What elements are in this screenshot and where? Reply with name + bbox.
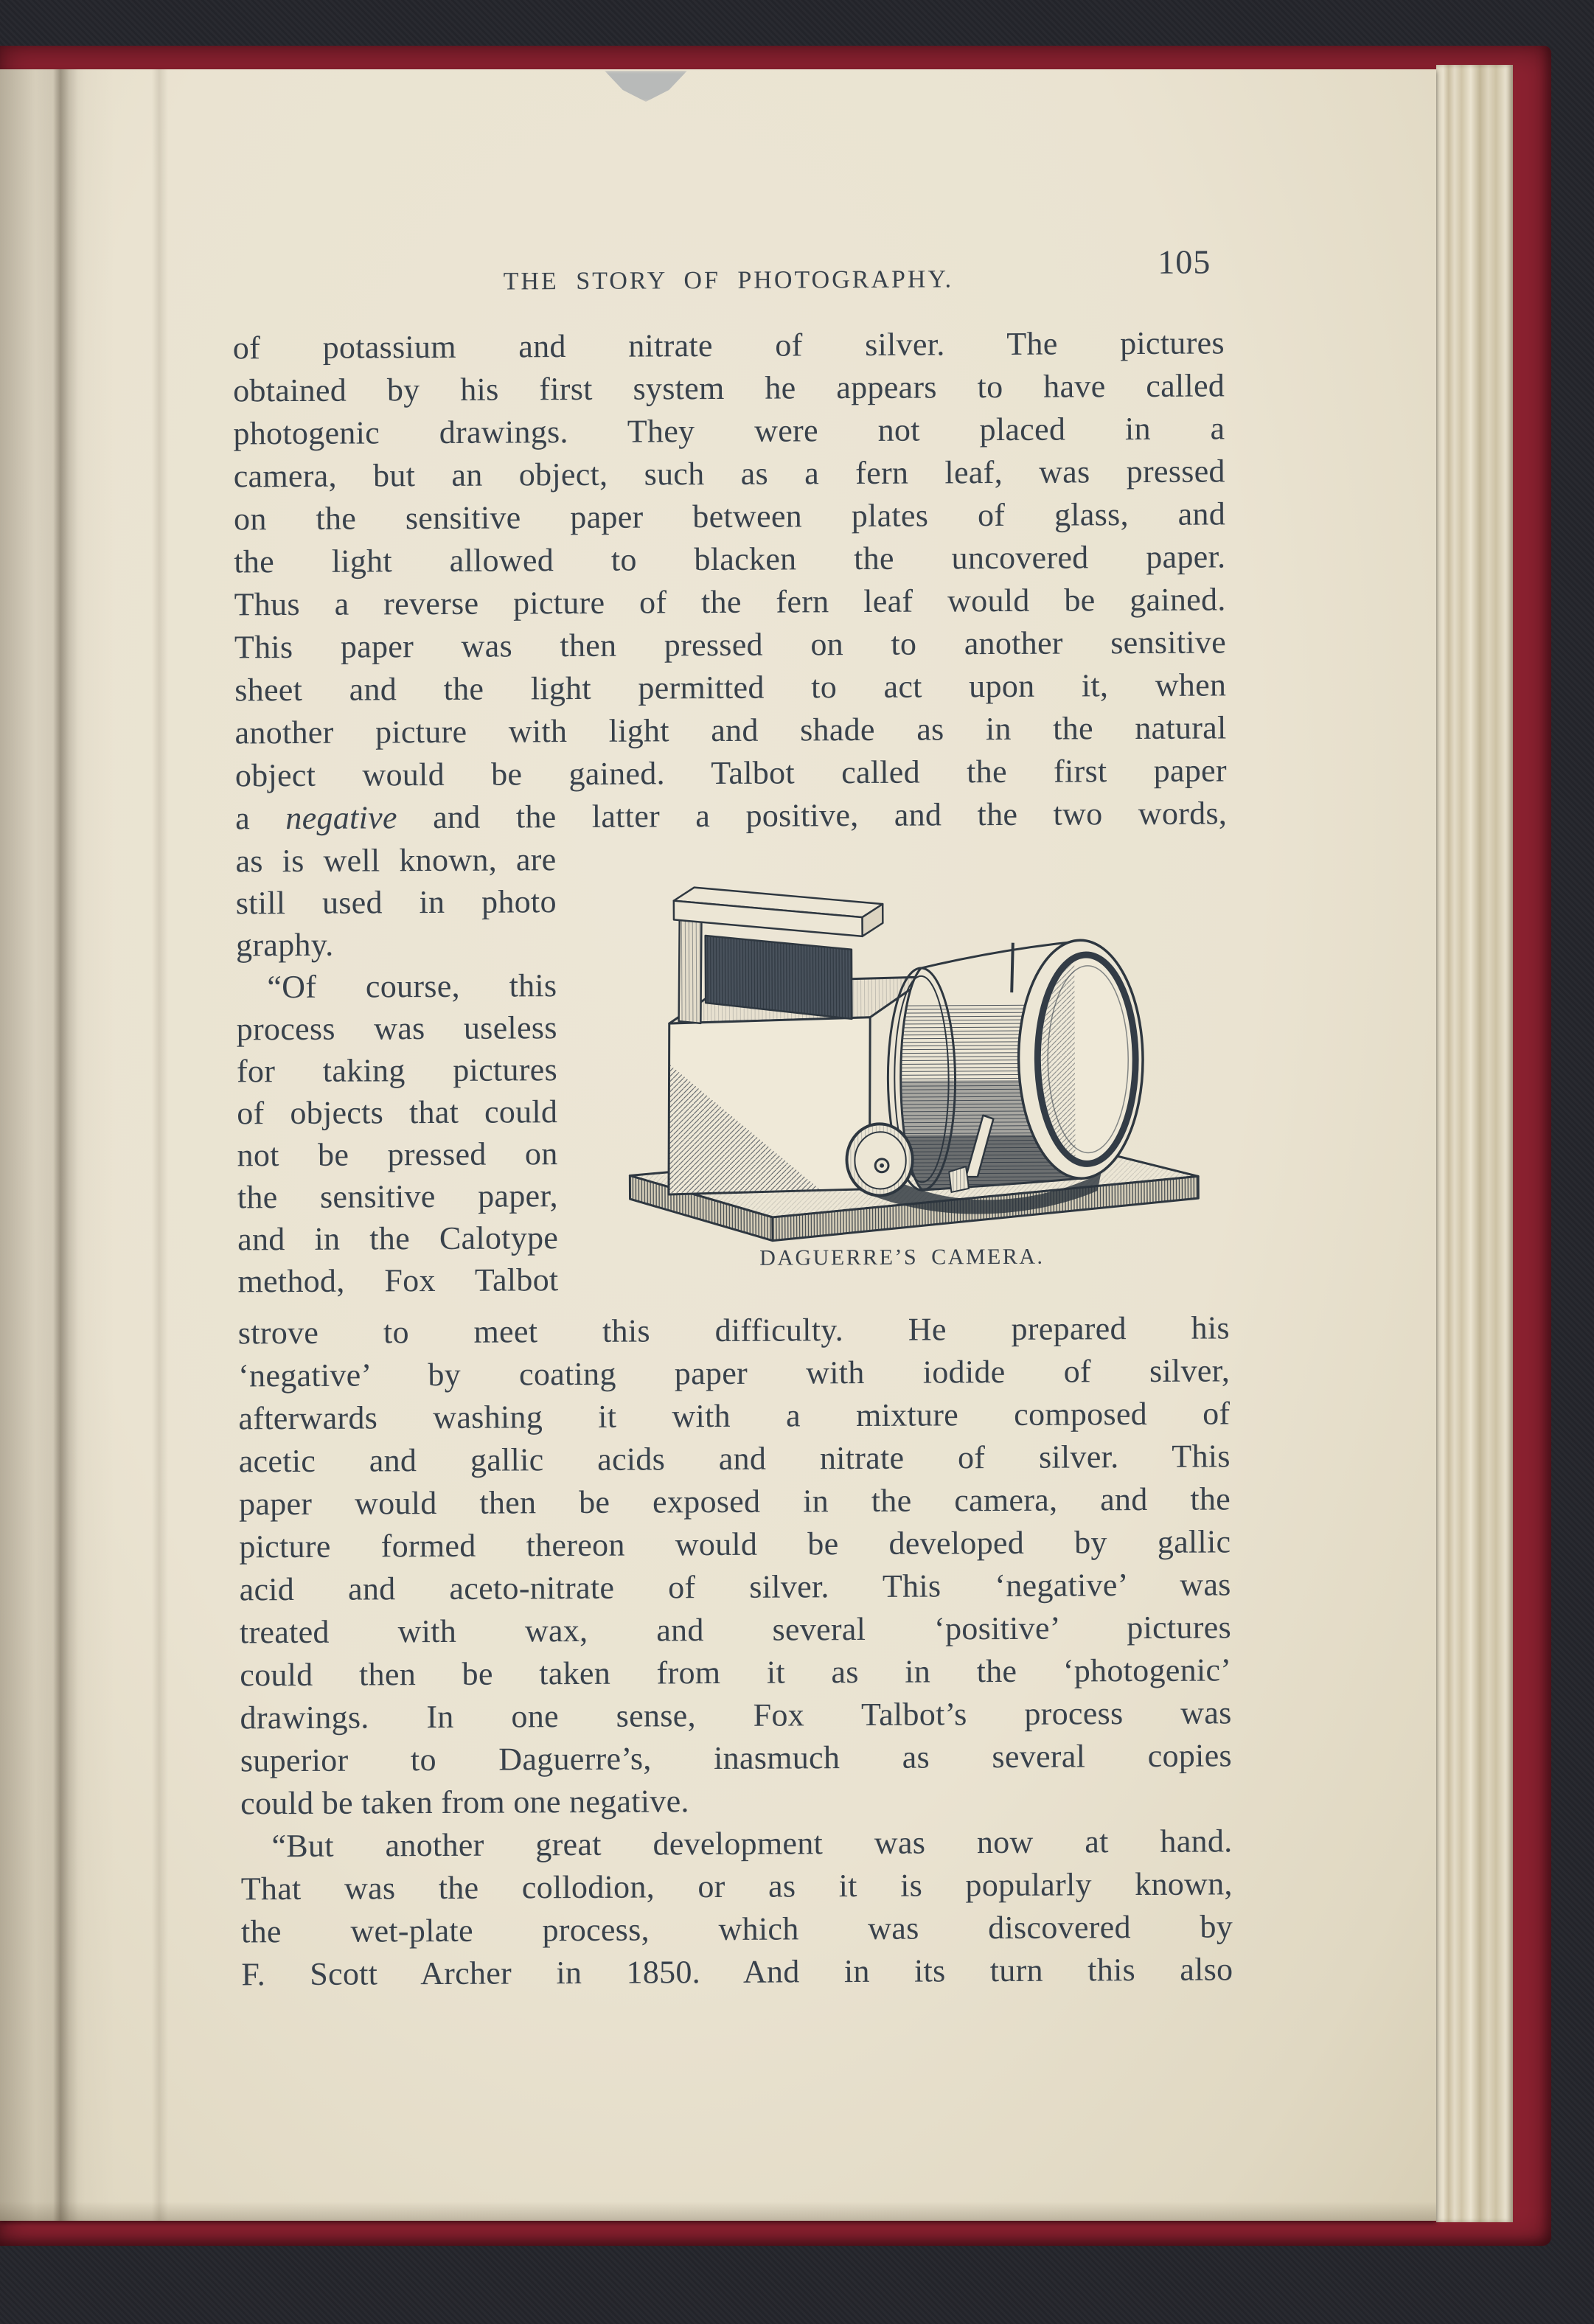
text-line: Thus a reverse picture of the fern leaf would be gained.	[234, 581, 1226, 623]
text-line: could then be taken from it as in the ‘photogenic’	[240, 1652, 1232, 1694]
text-line: object would be gained. Talbot called the first paper	[234, 752, 1228, 794]
figure-row	[235, 835, 1229, 1312]
figure-caption: DAGUERRE’S CAMERA.	[759, 1244, 1045, 1270]
text-line: drawings. In one sense, Fox Talbot’s process was	[240, 1694, 1232, 1736]
text-line: superior to Daguerre’s, inasmuch as several copies	[240, 1737, 1233, 1779]
text-line: a negative and the latter a positive, and the two words,	[235, 795, 1228, 837]
left-column	[235, 838, 558, 1302]
paragraph-top	[233, 321, 1228, 840]
text-line: method, Fox Talbot	[237, 1262, 559, 1300]
text-line: That was the collodion, or as it is popularly known,	[240, 1865, 1233, 1907]
text-line: camera, but an object, such as a fern leaf, was pressed	[233, 453, 1225, 495]
text-line: picture formed thereon would be developed by gallic	[239, 1523, 1231, 1565]
text-line: acetic and gallic acids and nitrate of silver. This	[238, 1438, 1231, 1480]
text-line: the wet-plate process, which was discovered by	[240, 1908, 1233, 1950]
text-line: photogenic drawings. They were not placed in a	[233, 410, 1225, 452]
text-block	[233, 321, 1233, 1996]
text-line: not be pressed on	[237, 1135, 558, 1174]
text-line: acid and aceto-nitrate of silver. This ‘negative’ was	[239, 1566, 1231, 1608]
text-line: This paper was then pressed on to another sensitive	[234, 624, 1227, 666]
book-page	[0, 69, 1436, 2221]
text-line: process was useless	[236, 1009, 557, 1048]
daguerre-camera-illustration	[618, 846, 1210, 1243]
page-number: 105	[1158, 243, 1211, 281]
text-line: ‘negative’ by coating paper with iodide of silver,	[238, 1352, 1231, 1394]
text-line: another picture with light and shade as in the natural	[234, 709, 1227, 751]
paragraph-bottom	[238, 1307, 1233, 1996]
page-edges	[1436, 65, 1513, 2222]
text-line: graphy.	[235, 926, 334, 964]
page-header	[232, 243, 1224, 309]
text-line: obtained by his first system he appears to have called	[233, 367, 1225, 409]
text-line: “But another great development was now at hand.	[271, 1823, 1233, 1865]
page-sheet	[0, 66, 1443, 2224]
text-line: the light allowed to blacken the uncovered paper.	[234, 538, 1226, 580]
text-line: as is well known, are	[235, 841, 557, 880]
text-line: still used in photo	[235, 883, 557, 922]
text-line: “Of course, this	[267, 967, 557, 1006]
text-line: and in the Calotype	[237, 1220, 559, 1258]
running-title: THE STORY OF PHOTOGRAPHY.	[503, 265, 954, 296]
text-line: strove to meet this difficulty. He prepared his	[237, 1309, 1230, 1351]
text-line: could be taken from one negative.	[240, 1783, 689, 1822]
text-line: of potassium and nitrate of silver. The pictures	[232, 324, 1225, 366]
text-line: paper would then be exposed in the camera, and the	[238, 1481, 1231, 1523]
text-line: F. Scott Archer in 1850. And in its turn this also	[241, 1951, 1233, 1993]
text-line: sheet and the light permitted to act upon it, when	[234, 667, 1227, 709]
text-line: the sensitive paper,	[237, 1177, 559, 1216]
text-line: of objects that could	[237, 1093, 558, 1132]
text-line: treated with wax, and several ‘positive’ pictures	[239, 1609, 1232, 1651]
text-line: afterwards washing it with a mixture composed of	[238, 1395, 1231, 1437]
text-line: on the sensitive paper between plates of glass, and	[233, 495, 1226, 537]
figure	[556, 835, 1229, 1274]
text-line: for taking pictures	[236, 1051, 558, 1090]
